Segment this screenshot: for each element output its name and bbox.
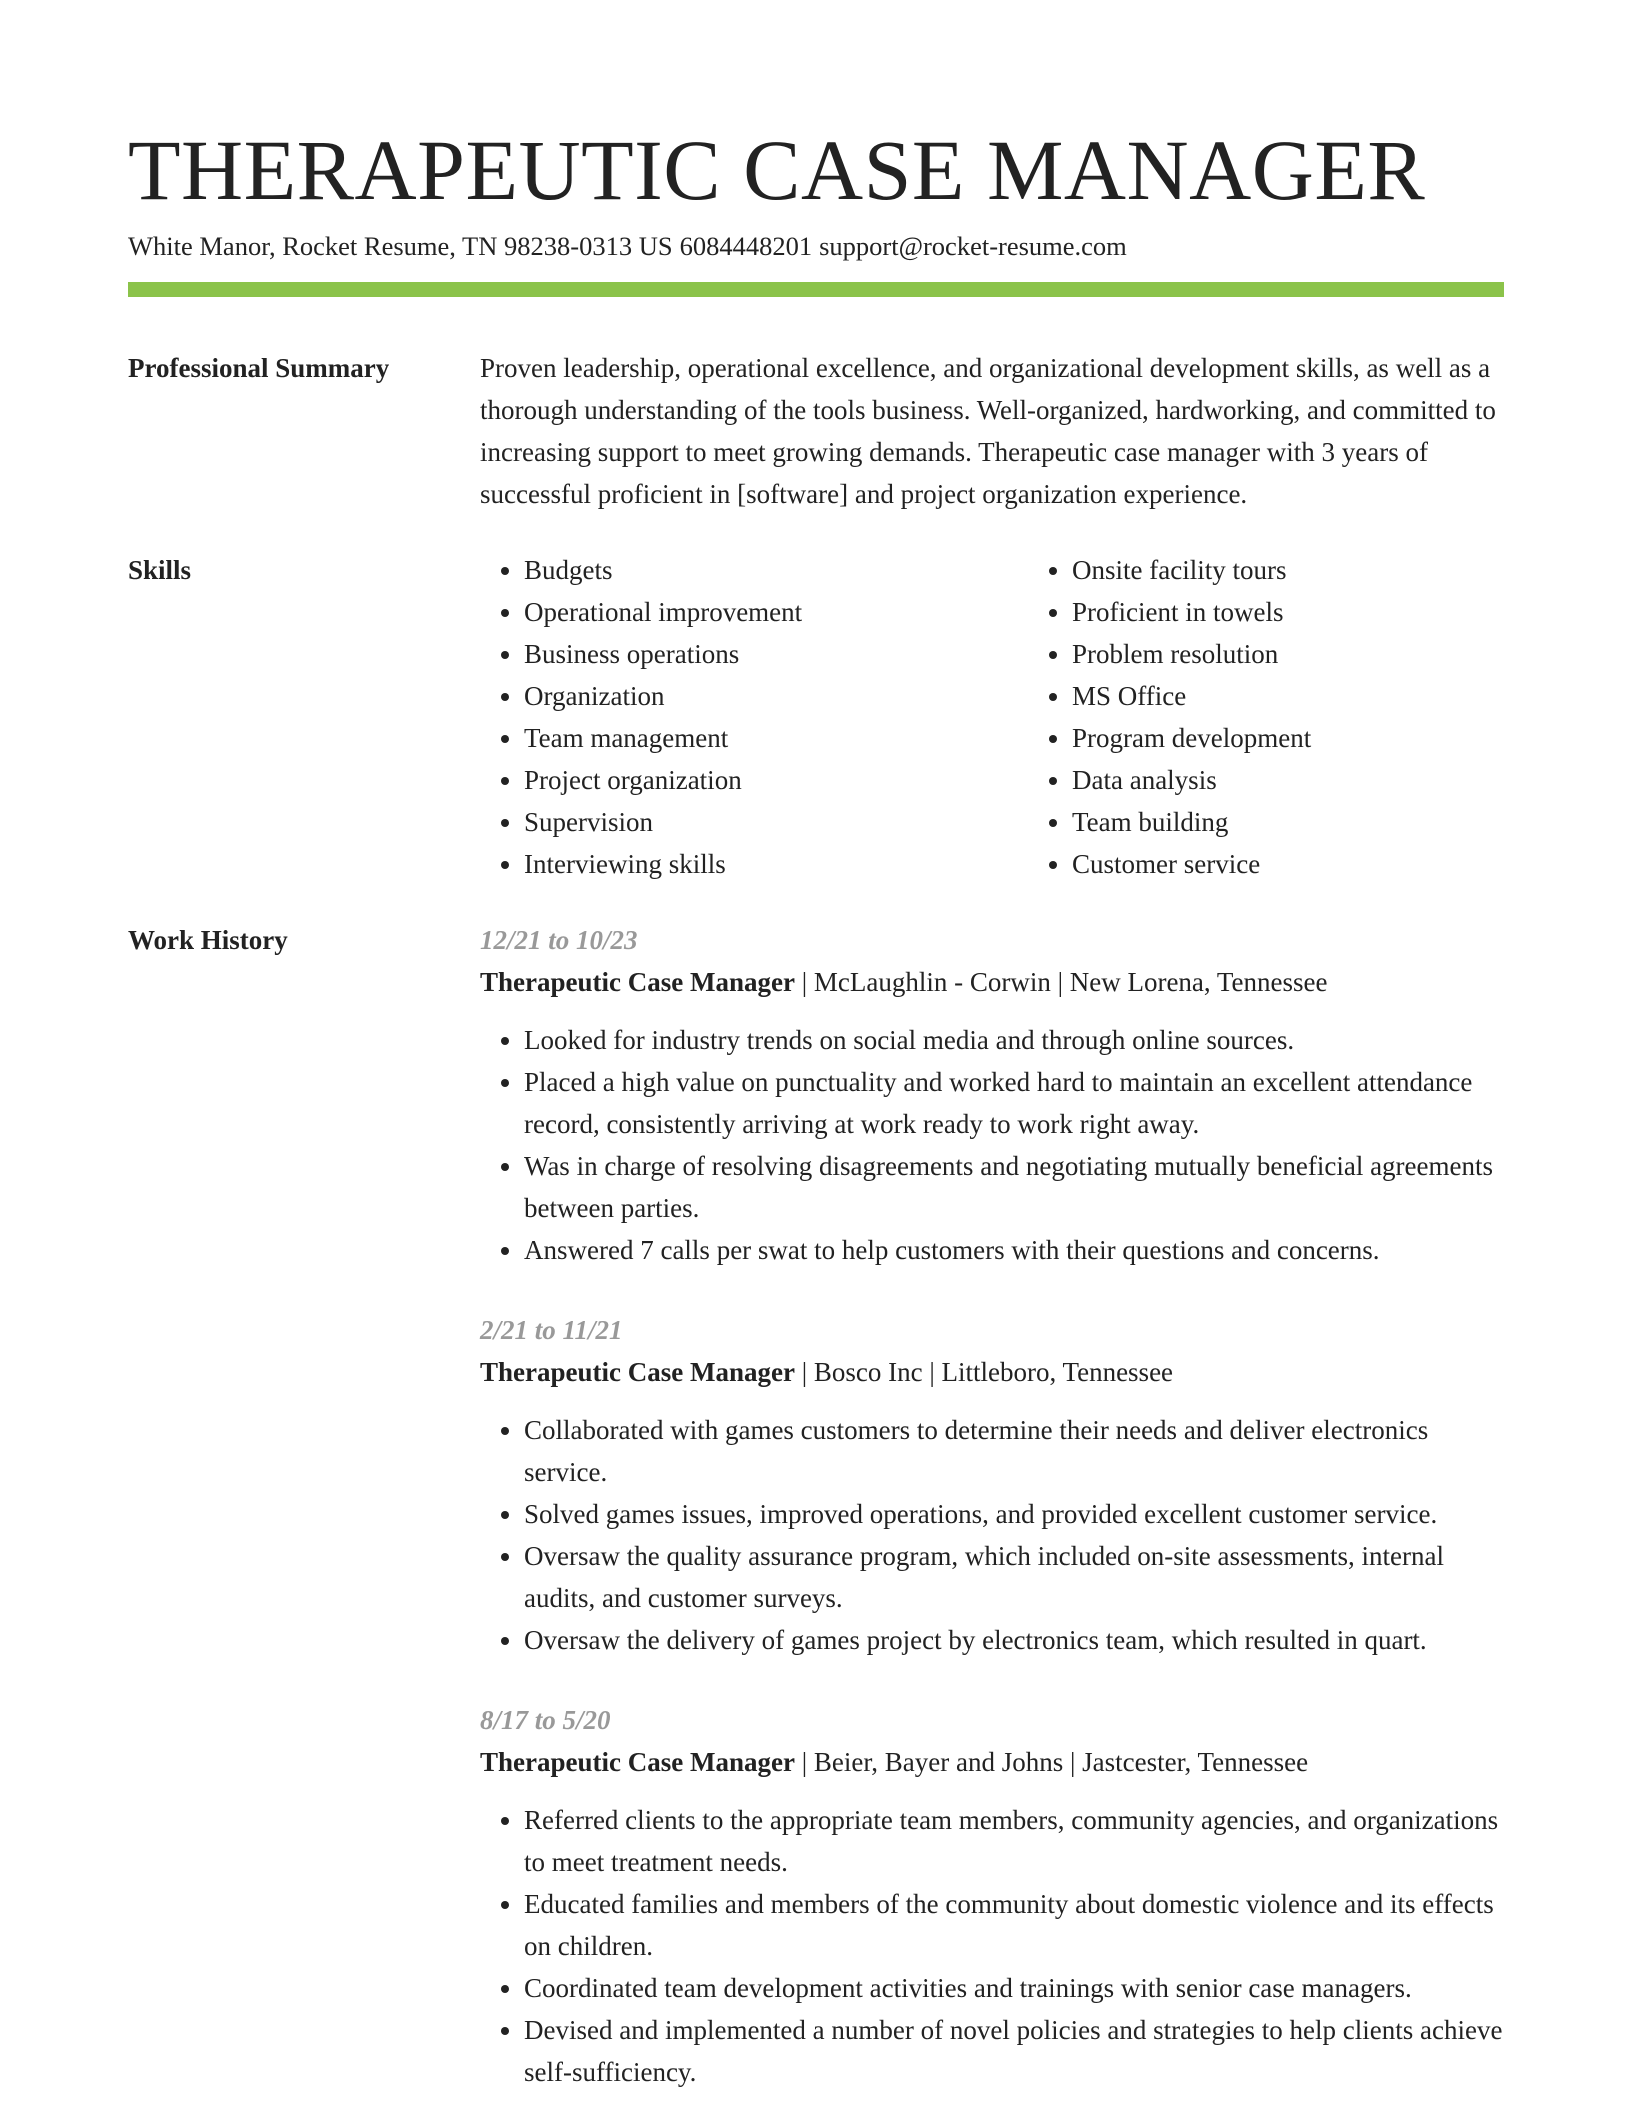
job-entry [480,1309,1504,1661]
job-bullet-list [480,1019,1504,1271]
job-bullet-list [480,1799,1504,2093]
summary-section [128,347,1504,515]
page-title: THERAPEUTIC CASE MANAGER [128,122,1426,218]
skill-item: • Team building [1072,801,1576,843]
job-bullet: • Collaborated with games customers to determine their needs and deliver electronics service. [524,1409,1504,1493]
job-heading [480,1741,1504,1783]
job-title: Therapeutic Case Manager [480,967,795,997]
job-entry [480,1699,1504,2093]
skill-item: • Project organization [524,759,1028,801]
contact-email: support@rocket-resume.com [819,231,1127,261]
job-bullet: • Answered 7 calls per swat to help customers with their questions and concerns. [524,1229,1504,1271]
skills-section [128,549,1504,885]
skill-item: • Interviewing skills [524,843,1028,885]
skill-item: • MS Office [1072,675,1576,717]
skills-grid [480,549,1576,885]
work-history-list [480,919,1504,2093]
job-bullet: • Solved games issues, improved operations, and provided excellent customer service. [524,1493,1504,1535]
job-dates: 8/17 to 5/20 [480,1705,611,1735]
job-bullet: • Placed a high value on punctuality and worked hard to maintain an excellent attendance record, consistently arriving at work ready to work right away. [524,1061,1504,1145]
skills-list-left [480,549,1028,885]
skill-item: • Budgets [524,549,1028,591]
job-bullet: • Was in charge of resolving disagreements and negotiating mutually beneficial agreements between parties. [524,1145,1504,1229]
header-divider [128,282,1504,297]
work-history-section [128,919,1504,2093]
job-title: Therapeutic Case Manager [480,1357,795,1387]
job-bullet: • Oversaw the quality assurance program, which included on-site assessments, internal audits, and customer surveys. [524,1535,1504,1619]
resume-page [128,120,1504,2093]
job-bullet: • Oversaw the delivery of games project by electronics team, which resulted in quart. [524,1619,1504,1661]
job-company-location: | Bosco Inc | Littleboro, Tennessee [801,1357,1174,1387]
skill-item: • Problem resolution [1072,633,1576,675]
skills-list-right [1028,549,1576,885]
job-bullet: • Coordinated team development activities and trainings with senior case managers. [524,1967,1504,2009]
job-company-location: | McLaughlin - Corwin | New Lorena, Tennessee [801,967,1328,997]
job-title: Therapeutic Case Manager [480,1747,795,1777]
job-dates: 2/21 to 11/21 [480,1315,623,1345]
work-history-heading: Work History [128,925,288,955]
skill-item: • Customer service [1072,843,1576,885]
job-company-location: | Beier, Bayer and Johns | Jastcester, Tennessee [801,1747,1309,1777]
contact-line [128,228,1504,264]
job-bullet: • Educated families and members of the community about domestic violence and its effects on children. [524,1883,1504,1967]
skill-item: • Proficient in towels [1072,591,1576,633]
job-heading [480,1351,1504,1393]
job-dates: 12/21 to 10/23 [480,925,638,955]
job-entry [480,919,1504,1271]
summary-heading: Professional Summary [128,353,390,383]
contact-address: White Manor, Rocket Resume, TN 98238-0313 US [128,231,673,261]
job-bullet: • Looked for industry trends on social media and through online sources. [524,1019,1504,1061]
contact-phone: 6084448201 [679,231,813,261]
job-bullet-list [480,1409,1504,1661]
job-heading [480,961,1504,1003]
skill-item: • Organization [524,675,1028,717]
skill-item: • Onsite facility tours [1072,549,1576,591]
skill-item: • Operational improvement [524,591,1028,633]
skills-heading: Skills [128,555,192,585]
skill-item: • Supervision [524,801,1028,843]
skill-item: • Business operations [524,633,1028,675]
job-bullet: • Devised and implemented a number of novel policies and strategies to help clients achieve self-sufficiency. [524,2009,1504,2093]
summary-text: Proven leadership, operational excellence, and organizational development skills, as well as a thorough understanding of the tools business. Well-organized, hardworking, and committed to increasing support to meet growing demands. Therapeutic case manager with 3 years of successful proficient in [software] and project organization experience. [480,353,1496,509]
skill-item: • Data analysis [1072,759,1576,801]
job-bullet: • Referred clients to the appropriate team members, community agencies, and organizations to meet treatment needs. [524,1799,1504,1883]
skill-item: • Program development [1072,717,1576,759]
skill-item: • Team management [524,717,1028,759]
